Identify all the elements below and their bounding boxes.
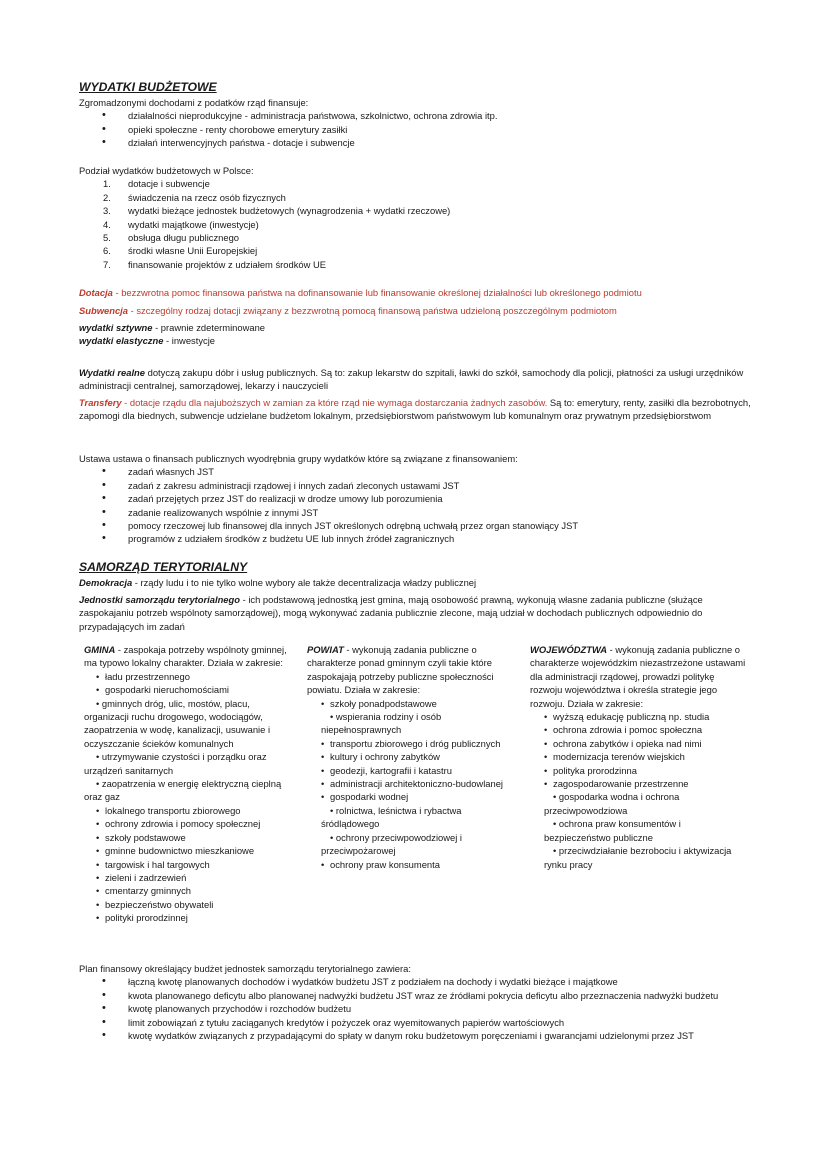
demokracja-definition: Demokracja - rządy ludu i to nie tylko wolne wybory ale także decentralizacja władzy publicznej (79, 577, 477, 588)
list-item: • kwotę wydatków związanych z przypadającymi do spłaty w danym roku budżetowym poręczeniami i gwarancjami udzielonymi przez JST (79, 1029, 751, 1042)
list-item: • zagospodarowanie przestrzenne (530, 777, 748, 790)
list-item: • gminnych dróg, ulic, mostów, placu, organizacji ruchu drogowego, wodociągów, zaopatrzenia w wodę, kanalizacji, usuwanie i oczyszczanie ścieków komunalnych (84, 697, 271, 749)
list-item: • bezpieczeństwo obywateli (84, 898, 296, 911)
list-item: • geodezji, kartografii i katastru (307, 764, 521, 777)
list-item: • gospodarki wodnej (307, 790, 521, 803)
list-item: • zieleni i zadrzewień (84, 871, 296, 884)
list-item: • ładu przestrzennego (84, 670, 296, 683)
budget-financing-block (79, 96, 751, 150)
dotacja-definition: Dotacja - bezzwrotna pomoc finansowa państwa na dofinansowanie lub finansowanie określonej działalności lub określonego podmiotu (79, 287, 642, 298)
list-item: • polityki prorodzinnej (84, 911, 296, 924)
ustawa-intro: Ustawa ustawa o finansach publicznych wyodrębnia grupy wydatków które są związane z finansowaniem: (79, 453, 518, 464)
list-item: • działalności nieprodukcyjne - administracja państwowa, szkolnictwo, ochrona zdrowia itp. (79, 109, 751, 122)
wojewodztwa-description: WOJEWÓDZTWA - wykonują zadania publiczne o charakterze wojewódzkim niezastrzeżone ustawami dla administracji rządowej, prowadzi politykę rozwoju województwa i określa strategie jego rozwoju. Działa w zakresie: (530, 644, 746, 709)
list-item: • transportu zbiorowego i dróg publicznych (307, 737, 521, 750)
gmina-description: GMINA - zaspokaja potrzeby wspólnoty gminnej, ma typowo lokalny charakter. Działa w zakresie: (84, 644, 287, 669)
list-item: • opieki społeczne - renty chorobowe emerytury zasiłki (79, 123, 751, 136)
list-item: • przeciwdziałanie bezrobociu i aktywizacja rynku pracy (544, 845, 732, 870)
transfery-definition: Transfery - dotacje rządu dla najuboższych w zamian za które rząd nie wymaga dostarczania żadnych zasobów. Są to: emerytury, renty, zasiłki dla bezrobotnych, zapomogi dla biednych, subwencje udzielane budżetom lokalnym, przedsiębiorstwom państwowym lub komunalnym oraz prywatnym przedsiębiorstwom (79, 397, 751, 422)
list-item: • modernizacja terenów wiejskich (530, 750, 748, 763)
budget-split-block (79, 164, 751, 271)
list-item: • administracji architektoniczno-budowlanej (307, 777, 521, 790)
list-item: 4. wydatki majątkowe (inwestycje) (103, 218, 259, 230)
gmina-column (84, 643, 296, 925)
powiat-list (307, 697, 521, 871)
list-item: • pomocy rzeczowej lub finansowej dla innych JST określonych odrębną uchwałą przez organ stanowiący JST (79, 519, 751, 532)
list-item: 6. środki własne Unii Europejskiej (103, 245, 258, 257)
list-item: • ochrony przeciwpowodziowej i przeciwpożarowej (321, 831, 463, 857)
list-item: 3. wydatki bieżące jednostek budżetowych (wynagrodzenia + wydatki rzeczowe) (103, 205, 451, 217)
list-item: • gminne budownictwo mieszkaniowe (84, 844, 296, 857)
split-intro: Podział wydatków budżetowych w Polsce: (79, 165, 254, 176)
list-item: • szkoły podstawowe (84, 831, 296, 844)
list-item: • działań interwencyjnych państwa - dotacje i subwencje (79, 136, 751, 149)
ustawa-list (79, 465, 751, 545)
list-item: • wspierania rodziny i osób niepełnosprawnych (321, 711, 442, 736)
list-item: • wyższą edukację publiczną np. studia (530, 710, 748, 723)
list-item: • szkoły ponadpodstawowe (307, 697, 521, 710)
wojewodztwa-column (530, 643, 748, 871)
jednostki-definition: Jednostki samorządu terytorialnego - ich podstawową jednostką jest gmina, mają osobowość prawną, wykonują własne zadania publiczne (służące zaspokajaniu potrzeb wspólnoty samorządowej), mogą wykonywać zadania publicznie zlecone, mają udział w dochodach publicznych odpowiednio do przypadających im zadań (79, 594, 703, 632)
list-item: • gospodarki nieruchomościami (84, 683, 296, 696)
list-item: 5. obsługa długu publicznego (103, 232, 240, 244)
list-item: • ochrona zdrowia i pomoc społeczna (530, 723, 748, 736)
list-item: • zaopatrzenia w energię elektryczną cieplną oraz gaz (84, 778, 282, 803)
plan-list (79, 975, 751, 1042)
powiat-column (307, 643, 521, 871)
list-item: • rolnictwa, leśnictwa i rybactwa śródlądowego (321, 804, 462, 830)
list-item: • lokalnego transportu zbiorowego (84, 804, 296, 817)
list-item: • ochrony zdrowia i pomocy społecznej (84, 817, 296, 830)
financing-intro: Zgromadzonymi dochodami z podatków rząd finansuje: (79, 97, 309, 108)
wojewodztwa-list (530, 710, 748, 871)
gmina-list (84, 670, 296, 925)
list-item: • cmentarzy gminnych (84, 884, 296, 897)
elastyczne-definition: wydatki elastyczne - inwestycje (79, 335, 215, 347)
realne-definition: Wydatki realne dotyczą zakupu dóbr i usług publicznych. Są to: zakup lekarstw do szpitali, ławki do szkół, samochody dla policji, płatności za usługi urzędników administracji centralnej, samorządowej, lekarzy i nauczycieli (79, 367, 744, 392)
list-item: • polityka prorodzinna (530, 764, 748, 777)
plan-block (79, 962, 751, 1042)
list-item: 2. świadczenia na rzecz osób fizycznych (103, 191, 286, 203)
list-item: • limit zobowiązań z tytułu zaciąganych kredytów i pożyczek oraz wyemitowanych papierów wartościowych (79, 1016, 751, 1029)
list-item: • kwotę planowanych przychodów i rozchodów budżetu (79, 1002, 751, 1015)
list-item: • ochrona praw konsumentów i bezpieczeństwo publiczne (544, 818, 681, 843)
list-item: • programów z udziałem środków z budżetu UE lub innych źródeł zagranicznych (79, 532, 751, 545)
section-title-wydatki: WYDATKI BUDŻETOWE (79, 80, 217, 94)
sztywne-definition: wydatki sztywne - prawnie zdeterminowane (79, 322, 266, 333)
list-item: • targowisk i hal targowych (84, 858, 296, 871)
list-item: • zadań z zakresu administracji rządowej i innych zadań zleconych ustawami JST (79, 479, 751, 492)
list-item: • kultury i ochrony zabytków (307, 750, 521, 763)
list-item: • zadań przejętych przez JST do realizacji w drodze umowy lub porozumienia (79, 492, 751, 505)
list-item: • ochrony praw konsumenta (307, 858, 521, 871)
list-item: 7. finansowanie projektów z udziałem środków UE (103, 258, 327, 270)
expense-types-block (79, 321, 751, 348)
list-item: • gospodarka wodna i ochrona przeciwpowodziowa (544, 791, 680, 816)
list-item: • utrzymywanie czystości i porządku oraz urządzeń sanitarnych (84, 751, 267, 776)
split-list (79, 177, 751, 271)
list-item: • łączną kwotę planowanych dochodów i wydatków budżetu JST z podziałem na dochody i wydatki bieżące i majątkowe (79, 975, 751, 988)
section-title-samorzad: SAMORZĄD TERYTORIALNY (79, 560, 248, 574)
subwencja-definition: Subwencja - szczególny rodzaj dotacji związany z bezzwrotną pomocą finansową państwa udzieloną poszczególnym podmiotom (79, 305, 617, 316)
powiat-description: POWIAT - wykonują zadania publiczne o charakterze ponad gminnym czyli takie które zaspokajają potrzeby publiczne społeczności powiatu. Działa w zakresie: (307, 644, 494, 696)
financing-list (79, 109, 751, 149)
list-item: • ochrona zabytków i opieka nad nimi (530, 737, 748, 750)
list-item: • zadań własnych JST (79, 465, 751, 478)
ustawa-block (79, 452, 751, 546)
list-item: • kwota planowanego deficytu albo planowanej nadwyżki budżetu JST wraz ze źródłami pokrycia deficytu albo przeznaczenia nadwyżki budżetu (79, 989, 751, 1002)
list-item: • zadanie realizowanych wspólnie z innymi JST (79, 506, 751, 519)
list-item: 1. dotacje i subwencje (103, 178, 210, 190)
plan-intro: Plan finansowy określający budżet jednostek samorządu terytorialnego zawiera: (79, 963, 411, 974)
